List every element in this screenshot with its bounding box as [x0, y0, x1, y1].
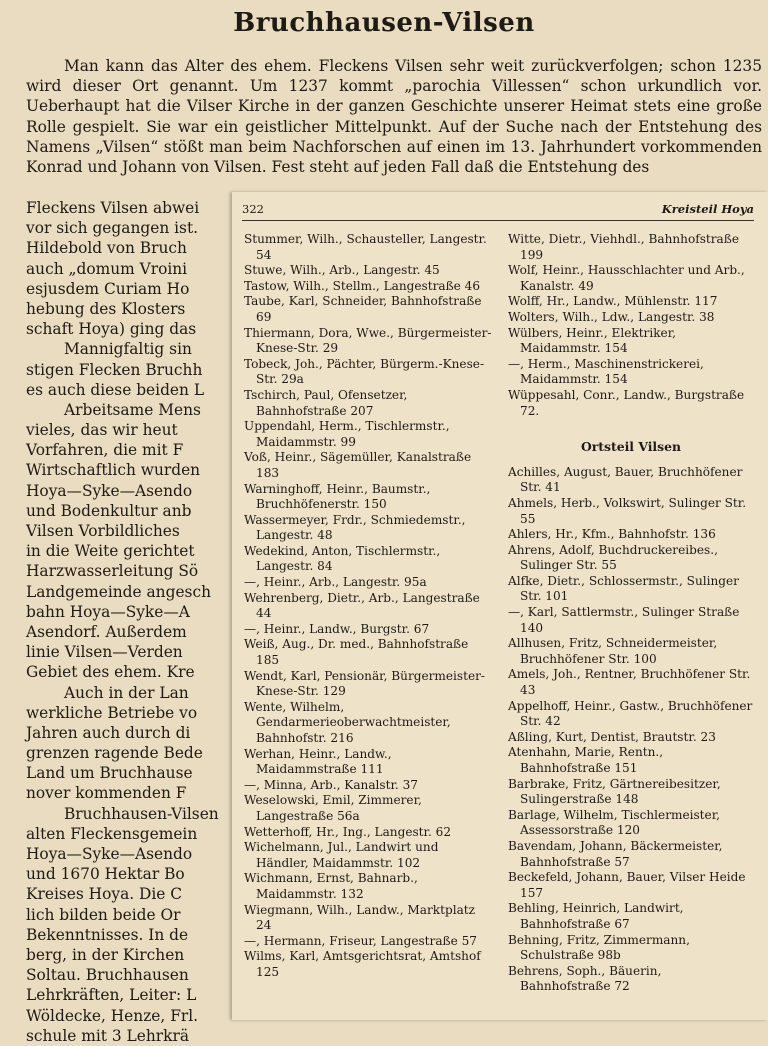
directory-entry: Appelhoff, Heinr., Gastw., Bruchhöfener Str. 42 — [508, 698, 753, 729]
page-number: 322 — [242, 202, 264, 216]
directory-entry: Wetterhoff, Hr., Ing., Langestr. 62 — [244, 824, 452, 839]
section-heading: Ortsteil Vilsen — [580, 439, 682, 455]
left-column-line: werkliche Betriebe vo — [26, 703, 198, 722]
left-column-line: Auch in der Lan — [64, 683, 189, 702]
directory-entry: Bavendam, Johann, Bäckermeister, Bahnhofstraße 57 — [508, 838, 723, 869]
directory-entry: —, Minna, Arb., Kanalstr. 37 — [244, 777, 419, 792]
directory-entry: Wassermeyer, Frdr., Schmiedemstr., Langestr. 48 — [244, 512, 466, 543]
left-column-line: Lehrkräften, Leiter: L — [26, 986, 197, 1005]
left-column-line: esjusdem Curiam Ho — [26, 279, 190, 298]
left-column-line: hebung des Klosters — [26, 299, 186, 318]
directory-entry: Wolters, Wilh., Ldw., Langestr. 38 — [508, 309, 715, 324]
directory-entry: Witte, Dietr., Viehhdl., Bahnhofstraße 199 — [508, 232, 739, 262]
directory-entry: —, Karl, Sattlermstr., Sulinger Straße 140 — [508, 605, 740, 635]
directory-entry: Werhan, Heinr., Landw., Maidammstraße 111 — [244, 746, 392, 777]
directory-entry: —, Herm., Maschinenstrickerei, Maidammstr. 154 — [508, 356, 704, 387]
directory-entry: Beckefeld, Johann, Bauer, Vilser Heide 157 — [508, 870, 746, 900]
left-column-line: Wöldecke, Henze, Frl. — [26, 1006, 199, 1025]
directory-entry: Barbrake, Fritz, Gärtnereibesitzer, Sulingerstraße 148 — [508, 776, 721, 807]
page-header — [242, 202, 754, 221]
left-column-line: Vorfahren, die mit F — [26, 441, 184, 460]
directory-entry: Wedekind, Anton, Tischlermstr., Langestr. 84 — [244, 543, 441, 574]
left-column-line: stigen Flecken Bruchh — [26, 360, 203, 379]
left-column-line: und 1670 Hektar Bo — [26, 865, 185, 884]
left-column-line: Asendorf. Außerdem — [26, 622, 187, 641]
left-column-line: Land um Bruchhause — [26, 764, 193, 783]
left-column-line: Vilsen Vorbildliches — [26, 522, 180, 540]
left-column-line: schule mit 3 Lehrkrä — [26, 1026, 189, 1045]
directory-entry: Ahmels, Herb., Volkswirt, Sulinger Str. 55 — [508, 495, 747, 526]
left-column-line: linie Vilsen—Verden — [26, 643, 183, 662]
directory-entry: Allhusen, Fritz, Schneidermeister, Bruchhöfener Str. 100 — [508, 636, 718, 666]
directory-entry: Wehrenberg, Dietr., Arb., Langestraße 44 — [244, 590, 480, 621]
left-column-line: lich bilden beide Or — [26, 905, 181, 924]
directory-entry: Stuwe, Wilh., Arb., Langestr. 45 — [244, 263, 440, 278]
left-column-line: Mannigfaltig sin — [64, 340, 192, 359]
left-column-line: Jahren auch durch di — [26, 723, 191, 742]
directory-entry: Aßling, Kurt, Dentist, Brautstr. 23 — [508, 729, 716, 744]
left-column-line: Hoya—Syke—Asendo — [26, 845, 193, 863]
left-column-line: vor sich gegangen ist. — [26, 219, 199, 238]
left-column-line: Kreises Hoya. Die C — [26, 885, 183, 904]
directory-entry: Uppendahl, Herm., Tischlermstr., Maidammstr. 99 — [244, 419, 450, 449]
directory-entry: Stummer, Wilh., Schausteller, Langestr. 54 — [244, 232, 487, 262]
directory-entry: Wente, Wilhelm, Gendarmerieoberwachtmeister, Bahnhofstr. 216 — [244, 699, 451, 745]
directory-entry: Behrens, Soph., Bäuerin, Bahnhofstraße 72 — [508, 963, 662, 994]
directory-entry: Wichelmann, Jul., Landwirt und Händler, Maidammstr. 102 — [244, 840, 439, 870]
directory-entry: Voß, Heinr., Sägemüller, Kanalstraße 183 — [244, 450, 472, 480]
directory-entry: Wichmann, Ernst, Bahnarb., Maidammstr. 132 — [244, 871, 418, 901]
left-column-line: Harzwasserleitung Sö — [26, 562, 199, 581]
intro-text: Man kann das Alter des ehem. Fleckens Vilsen sehr weit zurückverfolgen; schon 1235 wird dieser Ort genannt. Um 1237 kommt „parochia Villessen“ schon urkundlich vor. Ueberhaupt hat die Vilser Kirche in der ganzen Geschichte unserer Heimat stets eine große Rolle gespielt. Sie war ein geistlicher Mittelpunkt. Auf der Suche nach der Entstehung des Namens „Vilsen“ stößt man beim Nachforschen auf einen im 13. Jahrhundert vorkommenden Konrad und Johann von Vilsen. Fest steht auf jeden Fall daß die Entstehung des — [26, 57, 762, 177]
directory-entry: Taube, Karl, Schneider, Bahnhofstraße 69 — [244, 294, 482, 324]
left-column-line: Landgemeinde angesch — [26, 582, 211, 601]
directory-entry: Ahrens, Adolf, Buchdruckereibes., Sulinger Str. 55 — [508, 542, 718, 573]
left-column-line: Gebiet des ehem. Kre — [26, 663, 195, 682]
left-column-line: Bruchhausen-Vilsen — [64, 804, 219, 823]
directory-entry: Atenhahn, Marie, Rentn., Bahnhofstraße 151 — [508, 745, 664, 775]
directory-entry: —, Hermann, Friseur, Langestraße 57 — [244, 933, 477, 948]
directory-entry: Wüppesahl, Conr., Landw., Burgstraße 72. — [508, 387, 745, 418]
left-column-line: Hoya—Syke—Asendo — [26, 481, 193, 500]
directory-entry: Warninghoff, Heinr., Baumstr., Bruchhöfenerstr. 150 — [244, 481, 431, 512]
page-header-title: Kreisteil Hoya — [661, 202, 754, 216]
left-column-line: Fleckens Vilsen abwei — [26, 199, 200, 217]
directory-entry: Alfke, Dietr., Schlossermstr., Sulinger Str. 101 — [508, 573, 739, 604]
directory-entry: Barlage, Wilhelm, Tischlermeister, Assessorstraße 120 — [508, 807, 720, 838]
directory-entry: Wolf, Heinr., Hausschlachter und Arb., Kanalstr. 49 — [508, 263, 745, 293]
left-column-line: Wirtschaftlich wurden — [26, 461, 201, 480]
left-column-line: bahn Hoya—Syke—A — [26, 602, 190, 621]
directory-entry: Tschirch, Paul, Ofensetzer, Bahnhofstraße 207 — [244, 387, 408, 418]
directory-entry: Wilms, Karl, Amtsgerichtsrat, Amtshof 125 — [244, 949, 481, 979]
left-column-line: und Bodenkultur anb — [26, 501, 192, 520]
left-column-line: in die Weite gerichtet — [26, 542, 195, 561]
left-column-line: Soltau. Bruchhausen — [26, 966, 189, 985]
directory-entry: —, Heinr., Arb., Langestr. 95a — [244, 575, 427, 590]
left-column-text — [26, 198, 231, 1045]
directory-entry: Thiermann, Dora, Wwe., Bürgermeister-Knese-Str. 29 — [244, 325, 492, 356]
page-title: Bruchhausen-Vilsen — [233, 8, 535, 38]
left-column-line: schaft Hoya) ging das — [26, 320, 197, 339]
intro-paragraph — [26, 56, 762, 177]
directory-entry: Weiß, Aug., Dr. med., Bahnhofstraße 185 — [244, 637, 469, 668]
address-directory-page — [232, 192, 768, 1020]
directory-entry: Weselowski, Emil, Zimmerer, Langestraße 56a — [244, 793, 422, 823]
directory-entry: Wendt, Karl, Pensionär, Bürgermeister-Knese-Str. 129 — [244, 668, 486, 699]
left-column-line: Bekenntnisses. In de — [26, 925, 189, 944]
directory-column-2 — [508, 232, 754, 995]
left-column-line: alten Fleckensgemein — [26, 824, 198, 843]
left-column-line: auch „domum Vroini — [26, 259, 188, 278]
left-column-line: Hildebold von Bruch — [26, 239, 187, 258]
directory-entry: Behning, Fritz, Zimmermann, Schulstraße 98b — [508, 932, 690, 963]
directory-list-top — [508, 232, 754, 419]
directory-entry: Amels, Joh., Rentner, Bruchhöfener Str. 43 — [508, 667, 751, 698]
directory-column-1 — [244, 232, 494, 981]
directory-entry: Tastow, Wilh., Stellm., Langestraße 46 — [244, 278, 481, 293]
left-column-line: es auch diese beiden L — [26, 380, 205, 399]
left-column-line: vieles, das wir heut — [26, 421, 178, 440]
directory-list-bottom — [508, 465, 754, 995]
directory-entry: Wolff, Hr., Landw., Mühlenstr. 117 — [508, 294, 718, 309]
directory-entry: Behling, Heinrich, Landwirt, Bahnhofstraße 67 — [508, 901, 684, 931]
directory-entry: Achilles, August, Bauer, Bruchhöfener Str. 41 — [508, 464, 743, 495]
left-column-line: grenzen ragende Bede — [26, 744, 203, 763]
left-column-line: nover kommenden F — [26, 784, 187, 803]
directory-entry: Wiegmann, Wilh., Landw., Marktplatz 24 — [244, 902, 476, 933]
directory-entry: —, Heinr., Landw., Burgstr. 67 — [244, 621, 430, 636]
directory-entry: Wülbers, Heinr., Elektriker, Maidammstr. 154 — [508, 325, 676, 356]
directory-entry: Tobeck, Joh., Pächter, Bürgerm.-Knese-Str. 29a — [244, 356, 485, 387]
left-column-line: berg, in der Kirchen — [26, 945, 185, 964]
directory-entry: Ahlers, Hr., Kfm., Bahnhofstr. 136 — [508, 527, 716, 542]
left-column-line: Arbeitsame Mens — [64, 400, 201, 419]
